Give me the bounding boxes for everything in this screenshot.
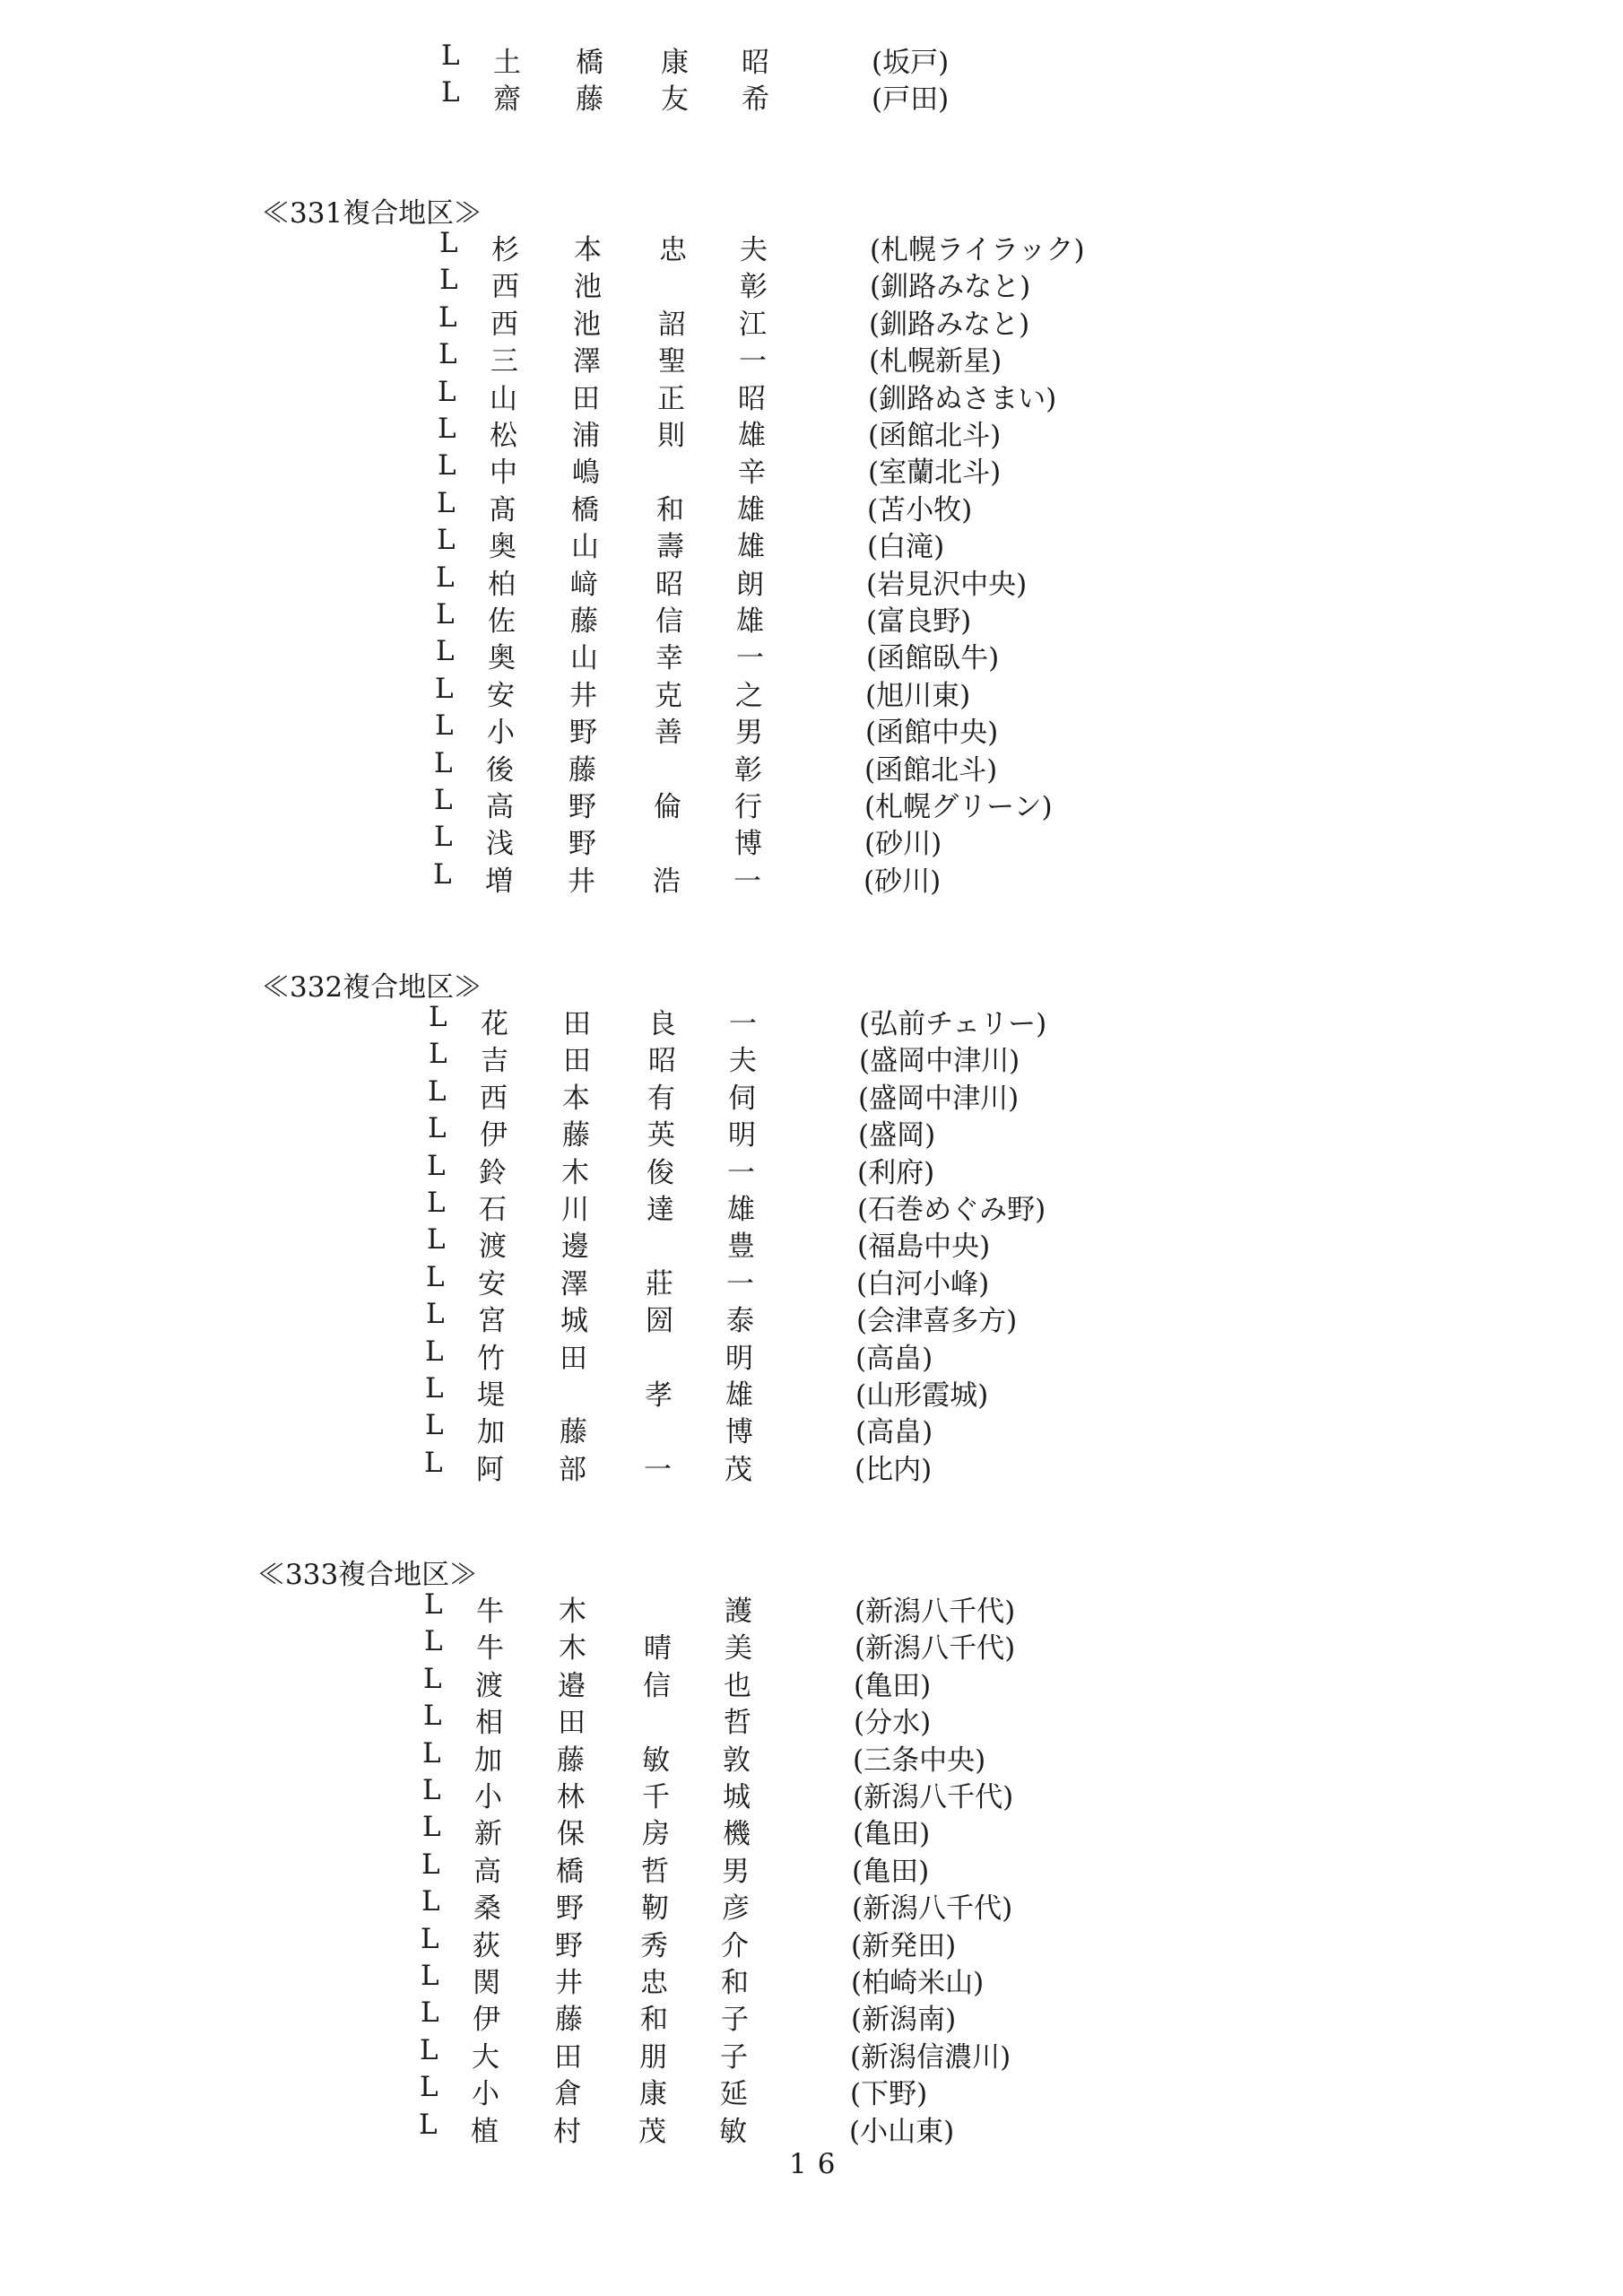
- name-char: 達: [647, 1194, 674, 1226]
- name-char: 壽: [656, 531, 684, 564]
- lion-prefix: L: [435, 709, 454, 743]
- lion-prefix: L: [421, 1848, 440, 1881]
- club-name: (柏崎米山): [851, 1967, 985, 1999]
- name-char: 牛: [476, 1632, 504, 1665]
- lion-prefix: L: [425, 1372, 444, 1405]
- name-char: 牛: [476, 1596, 504, 1628]
- lion-prefix: L: [424, 1588, 443, 1621]
- club-name: (富良野): [866, 605, 972, 638]
- name-char: 彰: [740, 271, 768, 304]
- club-name: (函館臥牛): [866, 642, 1000, 675]
- name-char: 博: [725, 1416, 753, 1449]
- name-char: 明: [728, 1119, 756, 1152]
- name-char: 介: [721, 1929, 749, 1962]
- name-char: 茂: [725, 1453, 752, 1486]
- name-char: 俊: [647, 1156, 674, 1189]
- name-char: 井: [568, 865, 595, 898]
- name-char: 藤: [562, 1119, 590, 1152]
- name-char: 田: [554, 2040, 582, 2074]
- club-name: (旭川東): [865, 679, 971, 712]
- name-char: 詔: [658, 308, 686, 341]
- lion-prefix: L: [439, 264, 458, 297]
- club-name: (新発田): [851, 1929, 957, 1962]
- lion-prefix: L: [434, 746, 453, 779]
- name-char: 雄: [738, 420, 766, 452]
- lion-prefix: L: [439, 227, 458, 259]
- club-name: (戸田): [872, 83, 950, 117]
- name-char: 澤: [560, 1267, 588, 1300]
- name-char: 花: [481, 1008, 508, 1040]
- name-char: 植: [471, 2115, 499, 2148]
- name-char: 昭: [648, 1045, 676, 1078]
- name-char: 子: [721, 2004, 749, 2037]
- lion-prefix: L: [441, 39, 460, 72]
- name-char: 部: [559, 1453, 586, 1486]
- name-char: 昭: [738, 382, 766, 415]
- name-char: 晴: [644, 1632, 672, 1665]
- lion-prefix: L: [429, 1038, 447, 1071]
- name-char: 一: [736, 642, 764, 675]
- name-char: 昭: [655, 568, 683, 601]
- lion-prefix: L: [426, 1260, 445, 1293]
- name-char: 一: [733, 865, 761, 898]
- name-char: 倉: [554, 2078, 582, 2111]
- name-char: 康: [661, 47, 689, 79]
- club-name: (苫小牧): [867, 493, 973, 526]
- name-char: 藤: [570, 605, 598, 638]
- club-name: (新潟八千代): [855, 1632, 1016, 1665]
- name-char: 井: [555, 1967, 583, 1999]
- name-char: 雄: [727, 1194, 755, 1226]
- name-char: 茂: [638, 2115, 666, 2148]
- name-char: 藤: [568, 753, 596, 787]
- name-char: 善: [655, 717, 682, 750]
- name-char: 一: [739, 345, 767, 378]
- name-char: 伊: [473, 2004, 500, 2037]
- name-char: 朋: [639, 2040, 667, 2074]
- lion-prefix: L: [424, 1625, 443, 1658]
- name-char: 信: [655, 605, 683, 638]
- club-name: (比内): [855, 1453, 933, 1486]
- lion-prefix: L: [424, 1446, 443, 1479]
- lion-prefix: L: [438, 338, 457, 371]
- lion-prefix: L: [421, 1960, 439, 1992]
- club-name: (石巻めぐみ野): [857, 1194, 1046, 1226]
- lion-prefix: L: [434, 784, 453, 816]
- name-char: 孝: [645, 1379, 673, 1412]
- lion-prefix: L: [438, 449, 456, 483]
- name-char: 良: [648, 1008, 676, 1040]
- lion-prefix: L: [421, 1996, 439, 2030]
- lion-prefix: L: [436, 561, 455, 594]
- name-char: 美: [725, 1632, 752, 1665]
- lion-prefix: L: [423, 1700, 442, 1733]
- name-char: 保: [557, 1818, 585, 1851]
- name-char: 小: [472, 2078, 499, 2111]
- name-char: 田: [563, 1008, 591, 1040]
- name-char: 雄: [736, 605, 764, 638]
- lion-prefix: L: [427, 1223, 446, 1257]
- club-name: (札幌新星): [869, 345, 1002, 378]
- name-char: 之: [735, 679, 763, 712]
- name-char: 邉: [558, 1669, 586, 1702]
- district-heading: ≪333複合地区≫: [257, 1559, 478, 1591]
- name-char: 泰: [726, 1305, 754, 1338]
- lion-prefix: L: [422, 1811, 441, 1844]
- club-name: (新潟南): [851, 2004, 957, 2037]
- name-char: 秀: [640, 1929, 668, 1962]
- club-name: (亀田): [852, 1855, 930, 1888]
- name-char: 彦: [722, 1892, 750, 1926]
- club-name: (釧路みなと): [870, 271, 1031, 304]
- name-char: 齋: [493, 83, 521, 117]
- club-name: (高畠): [855, 1342, 933, 1375]
- club-name: (亀田): [854, 1669, 932, 1702]
- name-char: 豊: [727, 1231, 755, 1264]
- name-char: 木: [559, 1632, 586, 1665]
- name-char: 山: [570, 642, 598, 675]
- name-char: 昭: [742, 47, 769, 79]
- lion-prefix: L: [427, 1149, 446, 1182]
- lion-prefix: L: [428, 1112, 447, 1145]
- name-char: 野: [568, 828, 596, 861]
- name-char: 野: [555, 1929, 583, 1962]
- name-char: 佐: [488, 605, 516, 638]
- lion-prefix: L: [422, 1736, 441, 1770]
- club-name: (新潟八千代): [853, 1781, 1014, 1813]
- lion-prefix: L: [425, 1409, 444, 1442]
- district-heading: ≪332複合地区≫: [262, 971, 482, 1004]
- club-name: (釧路ぬさまい): [868, 382, 1057, 415]
- club-name: (弘前チェリー): [859, 1008, 1047, 1040]
- name-char: 和: [721, 1967, 749, 1999]
- lion-prefix: L: [428, 1074, 447, 1108]
- name-char: 安: [478, 1267, 506, 1300]
- name-char: 山: [571, 531, 599, 564]
- club-name: (函館北斗): [868, 420, 1002, 452]
- club-name: (砂川): [864, 865, 942, 898]
- name-char: 本: [574, 234, 602, 266]
- name-char: 荻: [473, 1929, 500, 1962]
- name-char: 高: [486, 791, 514, 823]
- name-char: 哲: [724, 1707, 751, 1740]
- name-char: 後: [486, 753, 514, 787]
- club-name: (函館北斗): [864, 753, 998, 787]
- name-char: 橋: [576, 47, 603, 79]
- name-char: 藤: [576, 83, 603, 117]
- club-name: (会津喜多方): [856, 1305, 1018, 1338]
- lion-prefix: L: [420, 2033, 438, 2066]
- name-char: 聖: [658, 345, 686, 378]
- name-char: 雄: [725, 1379, 753, 1412]
- name-char: 野: [556, 1892, 584, 1926]
- lion-prefix: L: [426, 1298, 445, 1331]
- name-char: 哲: [641, 1855, 669, 1888]
- name-char: 田: [558, 1707, 586, 1740]
- club-name: (山形霞城): [855, 1379, 989, 1412]
- club-name: (高畠): [855, 1416, 933, 1449]
- name-char: 雄: [737, 493, 765, 526]
- name-char: 本: [562, 1082, 590, 1115]
- name-char: 安: [487, 679, 515, 712]
- lion-prefix: L: [434, 821, 453, 854]
- name-char: 相: [475, 1707, 503, 1740]
- name-char: 川: [561, 1194, 589, 1226]
- name-char: 伊: [480, 1119, 508, 1152]
- name-char: 宮: [478, 1305, 506, 1338]
- name-char: 柏: [488, 568, 516, 601]
- name-char: 三: [490, 345, 518, 378]
- name-char: 夫: [740, 234, 768, 266]
- name-char: 忠: [659, 234, 687, 266]
- name-char: 延: [720, 2078, 748, 2111]
- name-char: 竹: [477, 1342, 505, 1375]
- lion-prefix: L: [438, 300, 457, 334]
- name-char: 一: [727, 1156, 755, 1189]
- name-char: 渡: [479, 1231, 507, 1264]
- name-char: 渡: [475, 1669, 503, 1702]
- name-char: 房: [642, 1818, 670, 1851]
- club-name: (新潟信濃川): [850, 2040, 1011, 2074]
- name-char: 藤: [560, 1416, 587, 1449]
- name-char: 敏: [642, 1744, 670, 1777]
- name-char: 澤: [573, 345, 601, 378]
- name-char: 江: [739, 308, 767, 341]
- name-char: 千: [642, 1781, 670, 1813]
- name-char: 城: [560, 1305, 588, 1338]
- lion-prefix: L: [419, 2108, 438, 2141]
- club-name: (室蘭北斗): [868, 457, 1002, 490]
- name-char: 克: [655, 679, 682, 712]
- club-name: (札幌ライラック): [870, 234, 1085, 266]
- name-char: 吉: [481, 1045, 508, 1078]
- name-char: 和: [656, 493, 684, 526]
- lion-prefix: L: [437, 486, 456, 519]
- name-char: 有: [647, 1082, 675, 1115]
- name-char: 堤: [477, 1379, 505, 1412]
- name-char: 杉: [491, 234, 519, 266]
- name-char: 博: [734, 828, 762, 861]
- name-char: 朗: [736, 568, 764, 601]
- club-name: (分水): [854, 1707, 932, 1740]
- name-char: 池: [574, 271, 602, 304]
- lion-prefix: L: [421, 1922, 439, 1955]
- club-name: (盛岡中津川): [858, 1082, 1020, 1115]
- name-char: 忠: [640, 1967, 668, 1999]
- lion-prefix: L: [420, 2071, 438, 2104]
- name-char: 莊: [646, 1267, 673, 1300]
- club-name: (盛岡中津川): [859, 1045, 1020, 1078]
- name-char: 和: [640, 2004, 668, 2037]
- lion-prefix: L: [425, 1335, 444, 1368]
- name-char: 友: [661, 83, 689, 117]
- name-char: 阿: [476, 1453, 504, 1486]
- club-name: (新潟八千代): [855, 1596, 1016, 1628]
- name-char: 浦: [572, 420, 600, 452]
- club-name: (坂戸): [872, 47, 950, 79]
- name-char: 藤: [557, 1744, 585, 1777]
- name-char: 林: [557, 1781, 585, 1813]
- lion-prefix: L: [427, 1187, 446, 1219]
- lion-prefix: L: [435, 672, 454, 705]
- name-char: 一: [729, 1008, 757, 1040]
- club-name: (白河小峰): [856, 1267, 990, 1300]
- name-char: 小: [474, 1781, 502, 1813]
- district-heading: ≪331複合地区≫: [262, 197, 482, 230]
- name-char: 明: [725, 1342, 753, 1375]
- name-char: 井: [569, 679, 597, 712]
- name-char: 桑: [473, 1892, 501, 1926]
- name-char: 池: [573, 308, 601, 341]
- lion-prefix: L: [437, 524, 456, 557]
- name-char: 加: [477, 1416, 505, 1449]
- name-char: 邊: [561, 1231, 589, 1264]
- name-char: 鈴: [479, 1156, 507, 1189]
- name-char: 敦: [723, 1744, 751, 1777]
- club-name: (亀田): [853, 1818, 931, 1851]
- name-char: 行: [734, 791, 762, 823]
- name-char: 木: [559, 1596, 586, 1628]
- name-char: 髙: [489, 493, 516, 526]
- club-name: (下野): [850, 2078, 928, 2111]
- name-char: 橋: [571, 493, 599, 526]
- name-char: 男: [722, 1855, 750, 1888]
- club-name: (白滝): [867, 531, 945, 564]
- name-char: 山: [490, 382, 517, 415]
- name-char: 辛: [738, 457, 766, 490]
- name-char: 彰: [734, 753, 762, 787]
- name-char: 伺: [728, 1082, 756, 1115]
- name-char: 浩: [653, 865, 681, 898]
- club-name: (新潟八千代): [852, 1892, 1013, 1926]
- name-char: 子: [720, 2040, 748, 2074]
- club-name: (利府): [857, 1156, 935, 1189]
- name-char: 一: [644, 1453, 672, 1486]
- page-number: 16: [789, 2148, 846, 2180]
- name-char: 石: [479, 1194, 507, 1226]
- name-char: 田: [560, 1342, 587, 1375]
- name-char: 男: [735, 717, 763, 750]
- club-name: (盛岡): [858, 1119, 936, 1152]
- lion-prefix: L: [429, 1001, 447, 1033]
- name-char: 幸: [655, 642, 683, 675]
- club-name: (小山東): [849, 2115, 955, 2148]
- lion-prefix: L: [438, 413, 456, 445]
- name-char: 機: [723, 1818, 751, 1851]
- lion-prefix: L: [436, 598, 455, 631]
- name-char: 野: [569, 717, 597, 750]
- name-char: 村: [553, 2115, 581, 2148]
- name-char: 一: [726, 1267, 754, 1300]
- name-char: 也: [724, 1669, 751, 1702]
- lion-prefix: L: [423, 1662, 442, 1695]
- name-char: 信: [643, 1669, 671, 1702]
- club-name: (函館中央): [865, 717, 999, 750]
- club-name: (三条中央): [853, 1744, 986, 1777]
- name-char: 靭: [641, 1892, 669, 1926]
- club-name: (札幌グリーン): [864, 791, 1053, 823]
- name-char: 藤: [555, 2004, 583, 2037]
- name-char: 橋: [556, 1855, 584, 1888]
- name-char: 圀: [646, 1305, 673, 1338]
- name-char: 田: [572, 382, 600, 415]
- lion-prefix: L: [441, 76, 460, 109]
- lion-prefix: L: [438, 375, 456, 408]
- name-char: 木: [561, 1156, 589, 1189]
- club-name: (砂川): [864, 828, 942, 861]
- name-char: 中: [490, 457, 517, 490]
- name-char: 田: [563, 1045, 591, 1078]
- name-char: 西: [491, 271, 519, 304]
- name-char: 新: [474, 1818, 502, 1851]
- name-char: 嶋: [572, 457, 600, 490]
- lion-prefix: L: [436, 635, 455, 668]
- lion-prefix: L: [422, 1774, 441, 1806]
- club-name: (釧路みなと): [869, 308, 1030, 341]
- lion-prefix: L: [433, 857, 452, 891]
- name-char: 土: [493, 47, 521, 79]
- name-char: 増: [485, 865, 513, 898]
- name-char: 康: [639, 2078, 667, 2111]
- name-char: 護: [725, 1596, 752, 1628]
- name-char: 雄: [737, 531, 765, 564]
- name-char: 関: [473, 1967, 500, 1999]
- name-char: 希: [742, 83, 769, 117]
- name-char: 城: [723, 1781, 751, 1813]
- name-char: 敏: [719, 2115, 747, 2148]
- name-char: 西: [480, 1082, 508, 1115]
- name-char: 小: [487, 717, 515, 750]
- club-name: (福島中央): [857, 1231, 991, 1264]
- lion-prefix: L: [421, 1885, 440, 1918]
- name-char: 大: [472, 2040, 499, 2074]
- name-char: 英: [647, 1119, 675, 1152]
- name-char: 奥: [489, 531, 516, 564]
- name-char: 則: [657, 420, 685, 452]
- name-char: 奥: [488, 642, 516, 675]
- name-char: 浅: [486, 828, 514, 861]
- name-char: 高: [473, 1855, 501, 1888]
- club-name: (岩見沢中央): [866, 568, 1028, 601]
- name-char: 正: [657, 382, 685, 415]
- name-char: 夫: [729, 1045, 757, 1078]
- name-char: 倫: [654, 791, 681, 823]
- name-char: 西: [490, 308, 518, 341]
- name-char: 野: [568, 791, 596, 823]
- name-char: 松: [490, 420, 517, 452]
- name-char: 加: [474, 1744, 502, 1777]
- name-char: 﨑: [570, 568, 598, 601]
